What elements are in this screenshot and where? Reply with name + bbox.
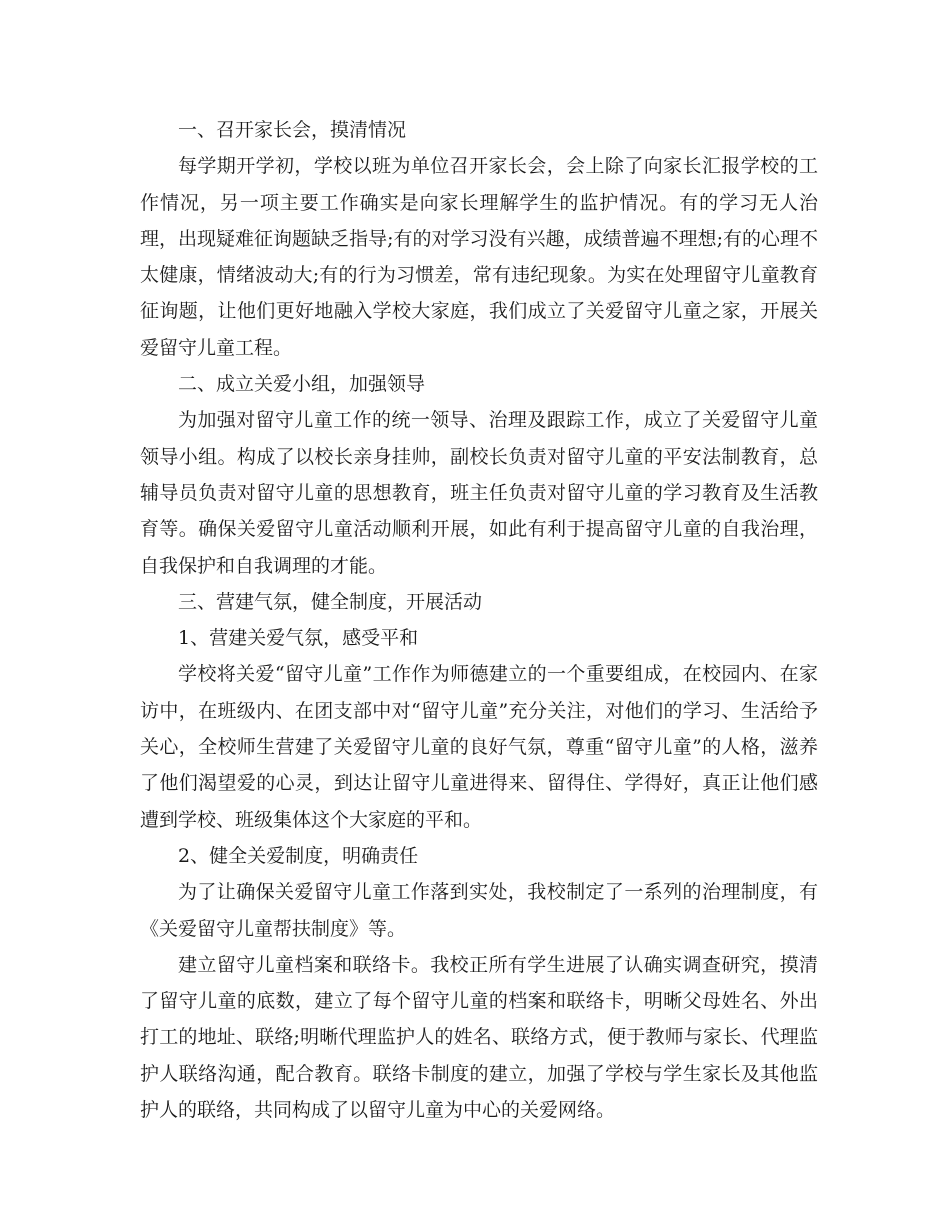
paragraph-care-group: 为加强对留守儿童工作的统一领导、治理及跟踪工作，成立了关爱留守儿童领导小组。构成了以校长亲身挂帅，副校长负责对留守儿童的平安法制教育，总辅导员负责对留守儿童的思想教育，班主任负责对留守儿童的学习教育及生活教育等。确保关爱留守儿童活动顺利开展，如此有利于提高留守儿童的自我治理，自我保护和自我调理的才能。	[140, 409, 818, 577]
paragraph-system: 为了让确保关爱留守儿童工作落到实处，我校制定了一系列的治理制度，有《关爱留守儿童帮扶制度》等。	[140, 881, 818, 940]
subsection-heading-1: 1、营建关爱气氛，感受平和	[178, 627, 419, 650]
subsection-heading-2: 2、健全关爱制度，明确责任	[178, 844, 419, 867]
paragraph-archive: 建立留守儿童档案和联络卡。我校正所有学生进展了认确实调查研究，摸清了留守儿童的底数，建立了每个留守儿童的档案和联络卡，明晰父母姓名、外出打工的地址、联络;明晰代理监护人的姓名、联络方式，便于教师与家长、代理监护人联络沟通，配合教育。联络卡制度的建立，加强了学校与学生家长及其他监护人的联络，共同构成了以留守儿童为中心的关爱网络。	[140, 953, 818, 1122]
section-heading-2: 二、成立关爱小组，加强领导	[178, 373, 426, 396]
paragraph-atmosphere: 学校将关爱“留守儿童”工作作为师德建立的一个重要组成，在校园内、在家访中，在班级内、在团支部中对“留守儿童”充分关注，对他们的学习、生活给予关心，全校师生营建了关爱留守儿童的良好气氛，尊重“留守儿童”的人格，滋养了他们渴望爱的心灵，到达让留守儿童进得来、留得住、学得好，真正让他们感遭到学校、班级集体这个大家庭的平和。	[140, 663, 818, 831]
section-heading-3: 三、营建气氛，健全制度，开展活动	[178, 590, 483, 613]
document-body	[140, 112, 818, 1128]
section-heading-1: 一、召开家长会，摸清情况	[178, 119, 407, 141]
paragraph-parent-meeting: 每学期开学初，学校以班为单位召开家长会，会上除了向家长汇报学校的工作情况，另一项主要工作确实是向家长理解学生的监护情况。有的学习无人治理，出现疑难征询题缺乏指导;有的对学习没有兴趣，成绩普遍不理想;有的心理不太健康，情绪波动大;有的行为习惯差，常有违纪现象。为实在处理留守儿童教育征询题，让他们更好地融入学校大家庭，我们成立了关爱留守儿童之家，开展关爱留守儿童工程。	[140, 155, 818, 359]
